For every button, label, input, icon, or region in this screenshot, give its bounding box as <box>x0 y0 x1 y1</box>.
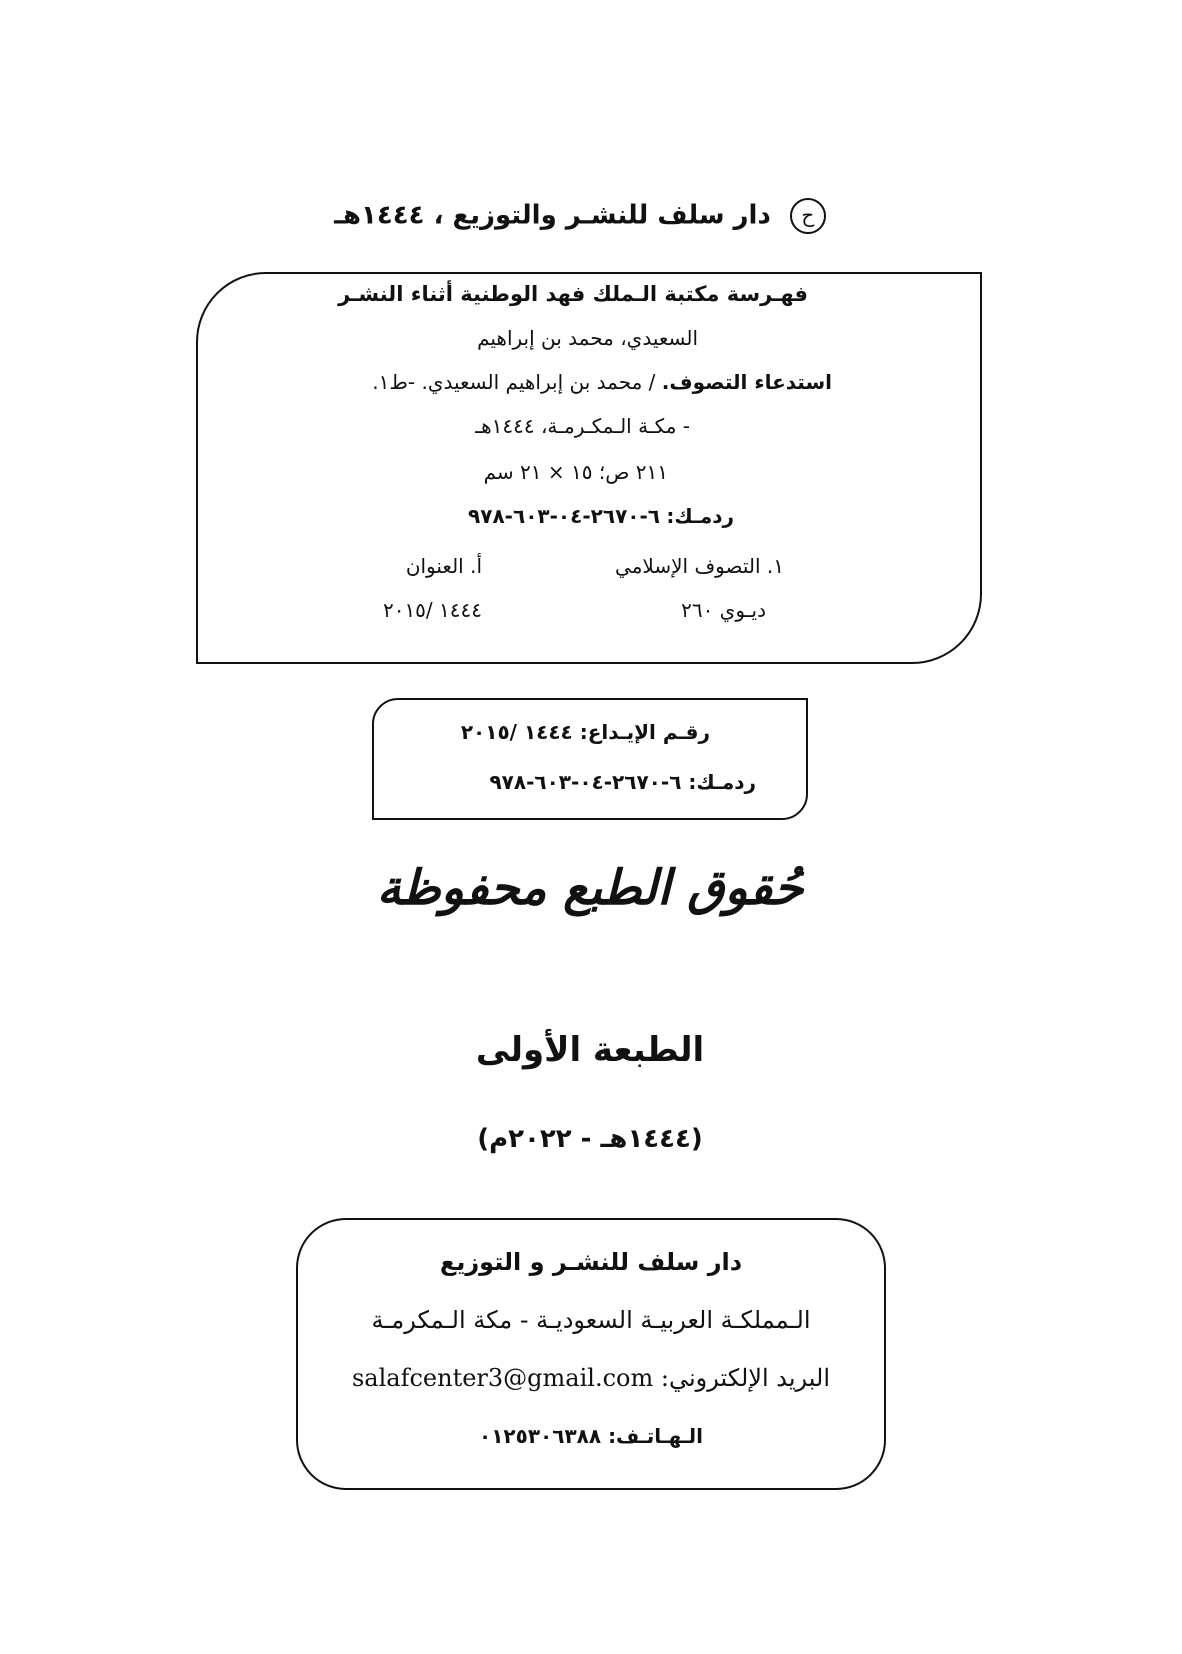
deposit-number <box>461 720 710 744</box>
catalog-isbn <box>468 504 734 528</box>
email-address[interactable]: salafcenter3@gmail.com <box>351 1364 654 1392</box>
catalog-dewey <box>681 598 766 622</box>
cataloging-heading: فهـرسة مكتبة الـملك فهد الوطنية أثناء النشـر <box>338 282 808 306</box>
copyright-line <box>330 198 830 234</box>
publisher-name: دار سلف للنشـر و التوزيع <box>439 1248 743 1276</box>
catalog-dewey-label: ديـوي <box>719 598 766 622</box>
catalog-extent: ٢١١ ص؛ ١٥ × ٢١ سم <box>483 460 668 484</box>
catalog-dewey-value: ٢٦٠ <box>681 598 714 622</box>
edition-year: (١٤٤٤هـ - ٢٠٢٢م) <box>477 1124 703 1154</box>
deposit-box <box>372 698 808 820</box>
phone-label: الـهـاتـف: <box>608 1424 703 1448</box>
deposit-label: رقـم الإيـداع: <box>579 720 710 744</box>
publisher-phone <box>298 1424 884 1448</box>
catalog-title <box>372 370 832 394</box>
catalog-title-label: استدعاء التصوف. <box>661 370 832 394</box>
edition-title: الطبعة الأولى <box>475 1030 705 1070</box>
email-label: البريد الإلكتروني: <box>660 1364 831 1392</box>
deposit-isbn-label: ردمـك: <box>688 770 756 794</box>
catalog-isbn-label: ردمـك: <box>666 504 734 528</box>
deposit-isbn <box>489 770 756 794</box>
catalog-place: - مكـة الـمكـرمـة، ١٤٤٤هـ <box>475 414 690 438</box>
copyright-text: دار سلف للنشـر والتوزيع ، ١٤٤٤هـ <box>334 200 771 231</box>
copyright-symbol: ح <box>790 198 826 234</box>
deposit-isbn-value: ٦-٢٦٧٠-٠٤-٦٠٣-٩٧٨ <box>489 770 682 794</box>
publisher-location: الـمملكـة العربيـة السعوديـة - مكة الـمكرمـة <box>371 1306 811 1334</box>
publisher-email <box>298 1364 884 1392</box>
catalog-title-entry: أ. العنوان <box>405 554 482 578</box>
catalog-isbn-value: ٦-٢٦٧٠-٠٤-٦٠٣-٩٧٨ <box>468 504 661 528</box>
deposit-value: ١٤٤٤ /٢٠١٥ <box>460 720 573 744</box>
catalog-title-rest: / محمد بن إبراهيم السعيدي. -ط١. <box>372 370 656 394</box>
rights-reserved: حُقوق الطبع محفوظة <box>376 860 804 916</box>
phone-number: ٠١٢٥٣٠٦٣٨٨ <box>479 1424 602 1448</box>
cataloging-box <box>196 272 982 664</box>
publisher-box <box>296 1218 886 1490</box>
catalog-author: السعيدي، محمد بن إبراهيم <box>477 326 698 350</box>
catalog-deposit-ref: ١٤٤٤ /٢٠١٥ <box>382 598 482 622</box>
catalog-subject: ١. التصوف الإسلامي <box>615 554 784 578</box>
